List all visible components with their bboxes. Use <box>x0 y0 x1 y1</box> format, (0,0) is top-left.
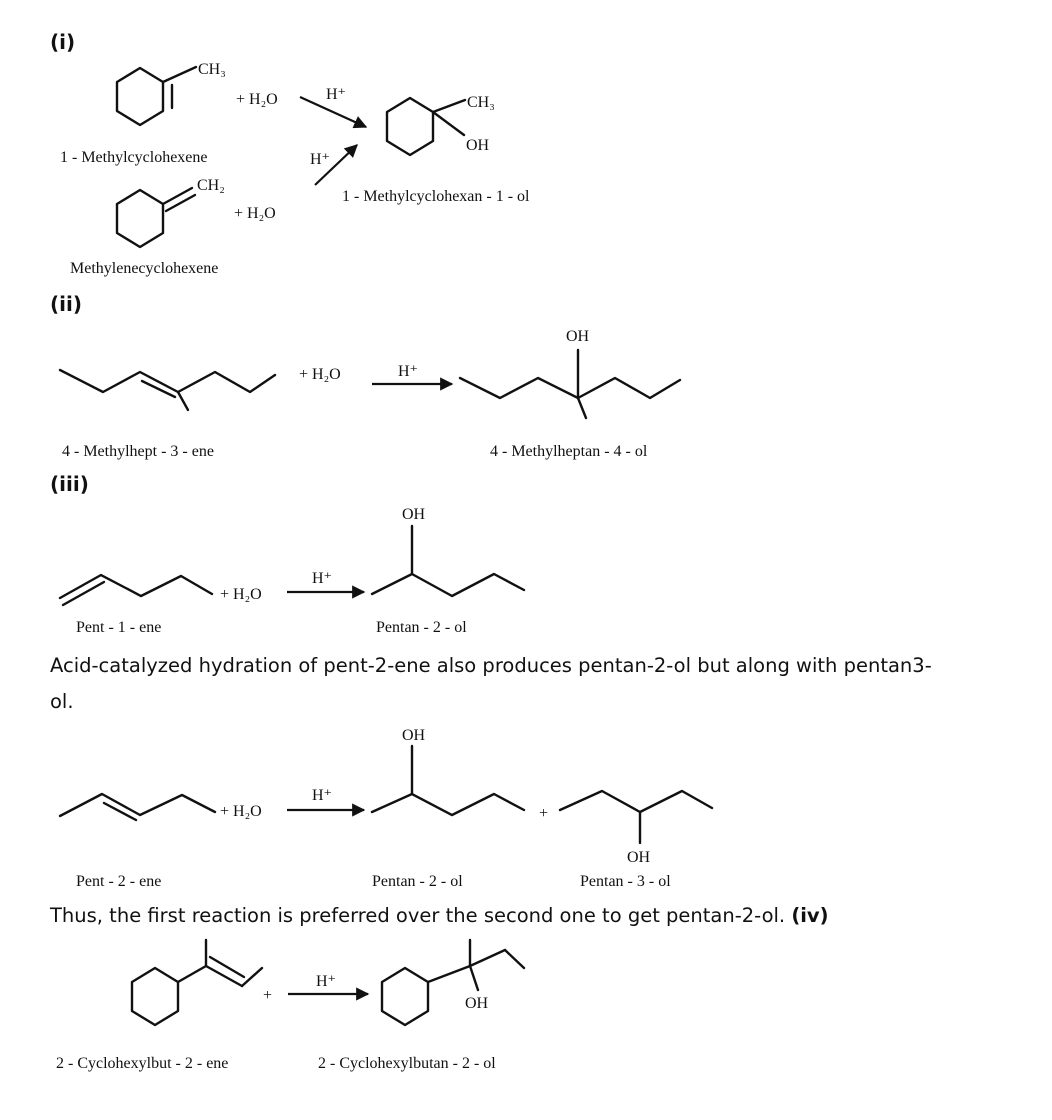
water-reagent: + H₂O <box>299 366 341 383</box>
reaction-i <box>60 61 530 277</box>
structure-pentan-3-ol <box>560 791 712 866</box>
acid-catalyst-label: H⁺ <box>310 151 330 168</box>
ch2-group-label: CH₂ <box>197 177 225 194</box>
plus-sign: + <box>539 805 549 822</box>
acid-catalyst-label: H⁺ <box>398 363 418 380</box>
acid-catalyst-label: H⁺ <box>312 570 332 587</box>
water-reagent: + H₂O <box>234 205 276 222</box>
reaction-pent-2-ene <box>60 727 712 890</box>
structure-pentan-2-ol <box>372 727 524 815</box>
structure-2-cyclohexylbutan-2-ol <box>382 940 524 1025</box>
reactant-name-methylenecyclohexene: Methylenecyclohexene <box>70 260 219 277</box>
product-name-4-methylheptan-4-ol: 4 - Methylheptan - 4 - ol <box>490 443 648 460</box>
structure-4-methylheptan-4-ol <box>460 328 680 418</box>
product-name-pentan-2-ol: Pentan - 2 - ol <box>376 619 467 636</box>
water-reagent: + H₂O <box>236 91 278 108</box>
structure-methylenecyclohexene <box>117 177 225 247</box>
section-label-i: (i) <box>50 30 76 54</box>
section-label-iii: (iii) <box>50 472 89 496</box>
structure-4-methylhept-3-ene <box>60 370 275 410</box>
water-reagent: + H₂O <box>220 586 262 603</box>
product-name-2-cyclohexylbutan-2-ol: 2 - Cyclohexylbutan - 2 - ol <box>318 1055 496 1072</box>
note-pent-2-ene-line2: ol. <box>50 690 74 713</box>
oh-group-label: OH <box>627 849 651 866</box>
reactant-name-pent-2-ene: Pent - 2 - ene <box>76 873 162 890</box>
reaction-iii <box>60 506 524 636</box>
oh-group-label: OH <box>465 995 489 1012</box>
structure-pent-1-ene <box>60 575 212 605</box>
water-reagent: + H₂O <box>220 803 262 820</box>
oh-group-label: OH <box>402 506 426 523</box>
structure-2-cyclohexylbut-2-ene <box>132 940 262 1025</box>
note-pent-2-ene-line1: Acid-catalyzed hydration of pent-2-ene also produces pentan-2-ol but along with pentan3- <box>50 654 932 677</box>
reactant-name-4-methylhept-3-ene: 4 - Methylhept - 3 - ene <box>62 443 214 460</box>
structure-1-methylcyclohexene <box>117 61 226 125</box>
product-name-pentan-2-ol: Pentan - 2 - ol <box>372 873 463 890</box>
reaction-ii <box>60 328 680 460</box>
section-label-ii: (ii) <box>50 292 82 316</box>
section-label-iv: (iv) <box>791 904 829 927</box>
reactant-name-pent-1-ene: Pent - 1 - ene <box>76 619 162 636</box>
ch3-group-label: CH₃ <box>198 61 226 78</box>
structure-pent-2-ene <box>60 794 215 820</box>
ch3-group-label: CH₃ <box>467 94 495 111</box>
oh-group-label: OH <box>402 727 426 744</box>
acid-catalyst-label: H⁺ <box>312 787 332 804</box>
acid-catalyst-label: H⁺ <box>316 973 336 990</box>
oh-group-label: OH <box>566 328 590 345</box>
product-name-pentan-3-ol: Pentan - 3 - ol <box>580 873 671 890</box>
conclusion-text: Thus, the first reaction is preferred over the second one to get pentan-2-ol. <box>50 904 786 927</box>
oh-group-label: OH <box>466 137 490 154</box>
reaction-iv <box>56 940 524 1072</box>
plus-sign: + <box>263 987 273 1004</box>
acid-catalyst-label: H⁺ <box>326 86 346 103</box>
product-name-1-methylcyclohexan-1-ol: 1 - Methylcyclohexan - 1 - ol <box>342 188 530 205</box>
reactant-name-2-cyclohexylbut-2-ene: 2 - Cyclohexylbut - 2 - ene <box>56 1055 229 1072</box>
reactant-name-1-methylcyclohexene: 1 - Methylcyclohexene <box>60 149 208 166</box>
structure-1-methylcyclohexan-1-ol <box>387 94 495 155</box>
structure-pentan-2-ol <box>372 506 524 596</box>
